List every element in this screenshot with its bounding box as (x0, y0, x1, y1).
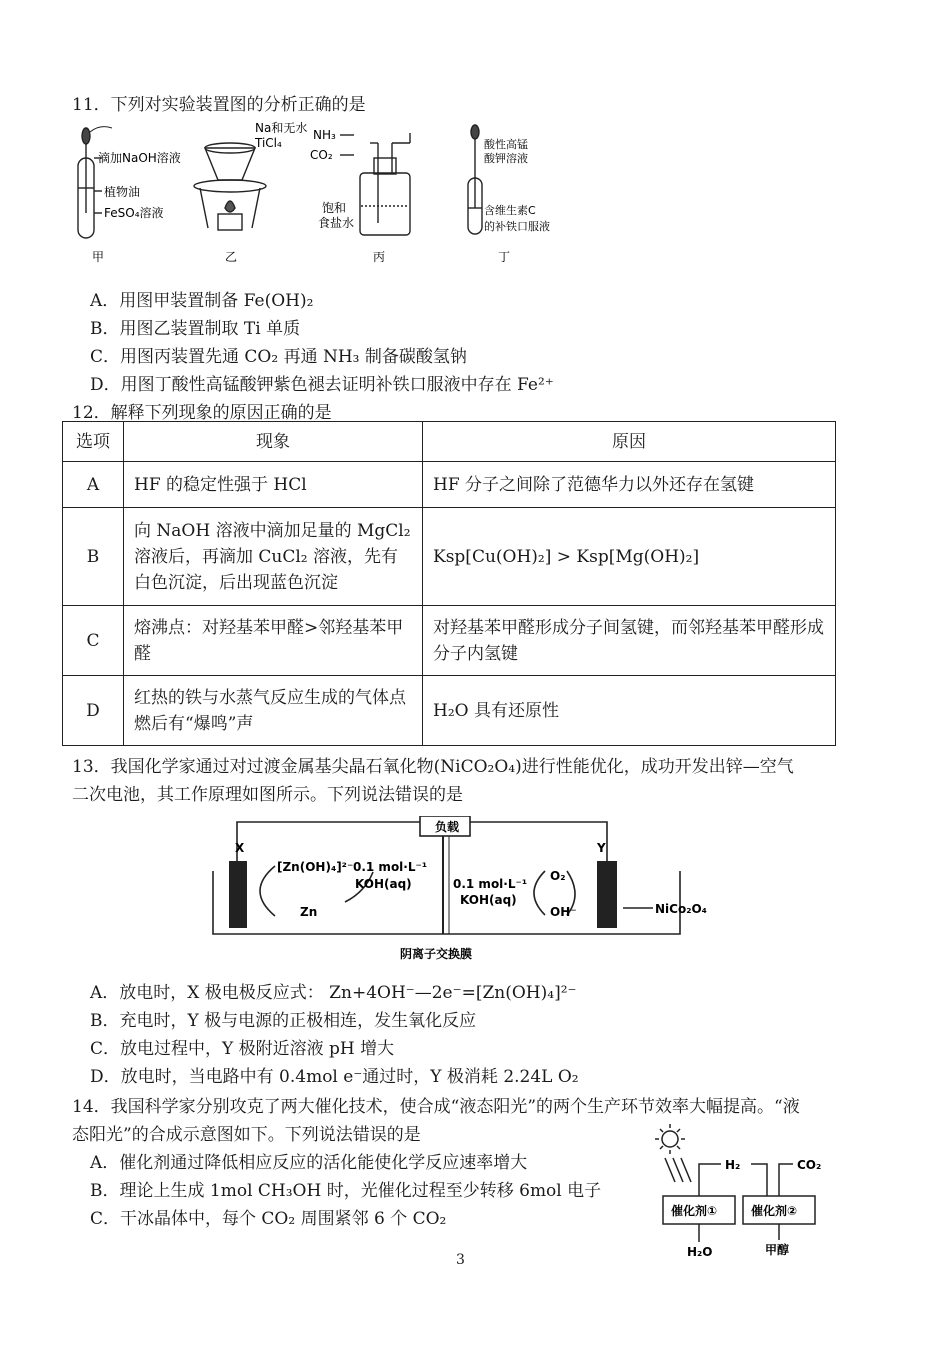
q14-option-c: C．干冰晶体中，每个 CO₂ 周围紧邻 6 个 CO₂ (90, 1209, 447, 1229)
y-label: Y (597, 841, 606, 855)
conc-left-label: 0.1 mol·L⁻¹ (353, 860, 428, 874)
table-row (63, 676, 836, 746)
bing-brine-line2: 食盐水 (318, 216, 355, 230)
q13-option-b: B．充电时，Y 极与电源的正极相连，发生氧化反应 (90, 1011, 477, 1031)
zn-label: Zn (300, 905, 318, 919)
label-jia: 甲 (92, 250, 105, 264)
q13-stem-line1: 13．我国化学家通过对过渡金属基尖晶石氧化物(NiCO₂O₄)进行性能优化，成功开发出锌—空气 (72, 757, 794, 777)
label-ding: 丁 (498, 250, 511, 264)
ding-kmno4-line2: 酸钾溶液 (484, 152, 528, 165)
q13-option-c: C．放电过程中，Y 极附近溶液 pH 增大 (90, 1039, 395, 1059)
jia-add-label: 滴加NaOH溶液 (98, 151, 181, 165)
koh-right-label: KOH(aq) (460, 893, 517, 907)
row-phenomenon: HF 的稳定性强于 HCl (124, 462, 423, 508)
q11-option-c: C．用图丙装置先通 CO₂ 再通 NH₃ 制备碳酸氢钠 (90, 347, 467, 367)
table-row (63, 508, 836, 606)
row-reason: 对羟基苯甲醛形成分子间氢键，而邻羟基苯甲醛形成分子内氢键 (423, 606, 836, 676)
catalyst2-label: 催化剂② (751, 1204, 798, 1218)
koh-left-label: KOH(aq) (355, 877, 412, 891)
table-header-row (63, 422, 836, 462)
methanol-label: 甲醇 (765, 1243, 790, 1257)
x-label: X (235, 841, 245, 855)
table-row (63, 606, 836, 676)
q14-stem-line2: 态阳光”的合成示意图如下。下列说法错误的是 (72, 1125, 421, 1145)
row-option: C (63, 606, 124, 676)
q13-stem-line2: 二次电池，其工作原理如图所示。下列说法错误的是 (72, 785, 463, 805)
yi-reagent-line1: Na和无水 (255, 121, 308, 135)
row-option: A (63, 462, 124, 508)
q11-option-b: B．用图乙装置制取 Ti 单质 (90, 319, 301, 339)
header-option: 选项 (63, 422, 124, 462)
apparatus-ding (468, 125, 482, 234)
header-phenomenon: 现象 (124, 422, 423, 462)
zincate-label: [Zn(OH)₄]²⁻ (277, 860, 354, 874)
h2-label: H₂ (725, 1158, 741, 1172)
jia-feso4-label: FeSO₄溶液 (104, 206, 164, 220)
bing-brine-line1: 饱和 (322, 201, 347, 215)
row-reason: HF 分子之间除了范德华力以外还存在氢键 (423, 462, 836, 508)
q13-option-d: D．放电时，当电路中有 0.4mol e⁻通过时，Y 极消耗 2.24L O₂ (90, 1067, 579, 1087)
row-reason: Ksp[Cu(OH)₂] > Ksp[Mg(OH)₂] (423, 508, 836, 606)
row-reason: H₂O 具有还原性 (423, 676, 836, 746)
ding-liquid-line1: 含维生素C (484, 204, 536, 217)
header-reason: 原因 (423, 422, 836, 462)
q12-stem: 12．解释下列现象的原因正确的是 (72, 403, 332, 423)
row-option: B (63, 508, 124, 606)
h2o-label: H₂O (687, 1245, 713, 1259)
q13-battery-figure (205, 816, 725, 966)
electrode-x (229, 861, 247, 928)
row-phenomenon: 熔沸点：对羟基苯甲醛>邻羟基苯甲醛 (124, 606, 423, 676)
row-option: D (63, 676, 124, 746)
conc-right-label: 0.1 mol·L⁻¹ (453, 877, 528, 891)
q11-option-d: D．用图丁酸性高锰酸钾紫色褪去证明补铁口服液中存在 Fe²⁺ (90, 375, 554, 395)
row-phenomenon: 向 NaOH 溶液中滴加足量的 MgCl₂ 溶液后，再滴加 CuCl₂ 溶液，先有白色沉淀，后出现蓝色沉淀 (124, 508, 423, 606)
membrane-label: 阴离子交换膜 (400, 947, 473, 961)
nico-label: NiCo₂O₄ (655, 902, 707, 916)
q11-stem: 11．下列对实验装置图的分析正确的是 (72, 95, 366, 115)
q14-option-a: A．催化剂通过降低相应反应的活化能使化学反应速率增大 (90, 1153, 528, 1173)
label-yi: 乙 (225, 250, 238, 264)
oh-label: OH⁻ (550, 905, 577, 919)
electrode-y (597, 861, 617, 928)
label-bing: 丙 (373, 250, 386, 264)
catalyst1-label: 催化剂① (671, 1204, 718, 1218)
page-number: 3 (456, 1252, 465, 1268)
q14-option-b: B．理论上生成 1mol CH₃OH 时，光催化过程至少转移 6mol 电子 (90, 1181, 602, 1201)
q14-liquid-sunshine-figure (655, 1122, 840, 1262)
o2-label: O₂ (550, 869, 566, 883)
ding-liquid-line2: 的补铁口服液 (484, 220, 550, 233)
apparatus-yi (194, 143, 266, 230)
q13-option-a: A．放电时，X 极电极反应式： Zn+4OH⁻—2e⁻=[Zn(OH)₄]²⁻ (90, 983, 577, 1003)
jia-oil-label: 植物油 (104, 185, 141, 199)
row-phenomenon: 红热的铁与水蒸气反应生成的气体点燃后有“爆鸣”声 (124, 676, 423, 746)
yi-reagent-line2: TiCl₄ (255, 136, 282, 150)
q11-option-a: A．用图甲装置制备 Fe(OH)₂ (90, 291, 314, 311)
apparatus-jia (78, 127, 112, 238)
ding-kmno4-line1: 酸性高锰 (484, 138, 528, 151)
sun-icon (662, 1131, 678, 1147)
q14-stem-line1: 14．我国科学家分别攻克了两大催化技术，使合成“液态阳光”的两个生产环节效率大幅提高。“液 (72, 1097, 800, 1117)
load-label: 负载 (435, 820, 460, 834)
q12-table (62, 421, 836, 746)
bing-co2-label: CO₂ (310, 148, 333, 162)
q11-apparatus-figure (70, 118, 590, 268)
bing-nh3-label: NH₃ (313, 128, 336, 142)
co2-label: CO₂ (797, 1158, 822, 1172)
table-row (63, 462, 836, 508)
